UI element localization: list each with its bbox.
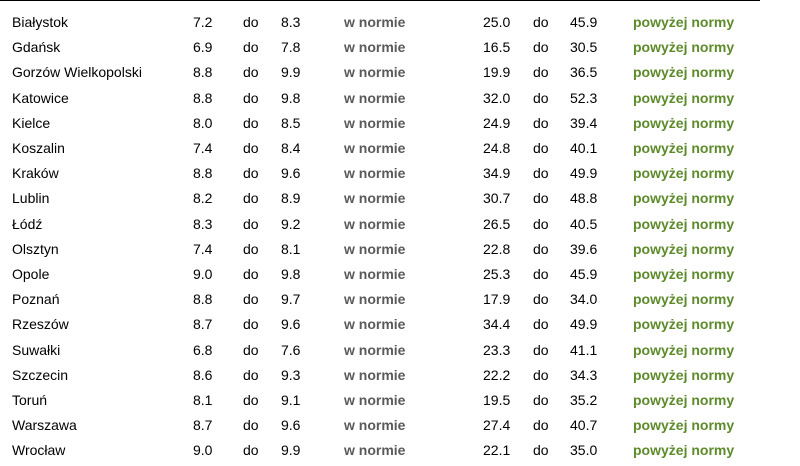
cell-tmin: 8.1 xyxy=(193,392,213,408)
cell-tdo: do xyxy=(243,240,259,257)
cell-city: Warszawa xyxy=(12,417,77,434)
cell-tfc: w normie xyxy=(344,366,406,383)
cell-tdo: do xyxy=(243,291,259,308)
cell-pmax: 39.4 xyxy=(570,114,598,131)
cell-pdo: do xyxy=(533,341,549,358)
cell-pdo: do xyxy=(533,417,549,434)
cell-city: Wrocław xyxy=(12,442,66,459)
cell-tfc: w normie xyxy=(344,417,406,434)
cell-tfc: w normie xyxy=(344,266,406,282)
cell-pmax: 45.9 xyxy=(570,266,598,282)
cell-pmin: 32.0 xyxy=(483,89,511,106)
cell-tfc: w normie xyxy=(344,240,406,257)
table-row xyxy=(0,89,800,114)
cell-pmin: 17.9 xyxy=(483,291,511,308)
cell-tdo: do xyxy=(243,417,259,434)
cell-tmin: 8.3 xyxy=(193,215,213,232)
cell-city: Szczecin xyxy=(12,366,69,383)
cell-city: Kraków xyxy=(12,165,59,182)
cell-pfc: powyżej normy xyxy=(633,316,735,333)
cell-city: Lublin xyxy=(12,190,50,207)
cell-pfc: powyżej normy xyxy=(633,240,735,257)
cell-pmax: 35.0 xyxy=(570,442,598,459)
cell-pdo: do xyxy=(533,215,549,232)
cell-pmin: 34.4 xyxy=(483,316,511,333)
cell-tmax: 9.2 xyxy=(281,215,301,232)
cell-pfc: powyżej normy xyxy=(633,291,735,308)
cell-city: Łódź xyxy=(12,215,43,232)
cell-pfc: powyżej normy xyxy=(633,165,735,182)
cell-tmax: 9.3 xyxy=(281,366,301,383)
cell-tmin: 8.2 xyxy=(193,190,213,207)
cell-tfc: w normie xyxy=(344,291,406,308)
table-row xyxy=(0,240,800,265)
cell-tdo: do xyxy=(243,64,259,81)
cell-pmin: 23.3 xyxy=(483,341,511,358)
cell-tmax: 8.3 xyxy=(281,14,301,30)
cell-tfc: w normie xyxy=(344,442,406,459)
cell-tdo: do xyxy=(243,190,259,207)
table-header xyxy=(0,0,760,1)
cell-city: Kielce xyxy=(12,114,51,131)
cell-tmin: 7.4 xyxy=(193,240,213,257)
cell-tmin: 7.2 xyxy=(193,14,213,30)
cell-tfc: w normie xyxy=(344,392,406,408)
cell-city: Gorzów Wielkopolski xyxy=(12,64,142,81)
cell-tfc: w normie xyxy=(344,39,406,56)
table-row xyxy=(0,189,800,214)
cell-pdo: do xyxy=(533,240,549,257)
cell-pfc: powyżej normy xyxy=(633,442,735,459)
cell-city: Katowice xyxy=(12,89,69,106)
table-row xyxy=(0,315,800,340)
cell-tmin: 8.7 xyxy=(193,417,213,434)
cell-pmax: 49.9 xyxy=(570,165,598,182)
cell-tdo: do xyxy=(243,114,259,131)
cell-city: Toruń xyxy=(12,392,48,408)
cell-pmax: 34.3 xyxy=(570,366,598,383)
cell-tfc: w normie xyxy=(344,114,406,131)
cell-tdo: do xyxy=(243,442,259,459)
cell-pmax: 40.1 xyxy=(570,140,598,156)
cell-pmax: 41.1 xyxy=(570,341,598,358)
cell-city: Gdańsk xyxy=(12,39,61,56)
cell-tmax: 8.1 xyxy=(281,240,301,257)
cell-pdo: do xyxy=(533,114,549,131)
cell-pdo: do xyxy=(533,14,549,30)
table-row xyxy=(0,391,800,416)
cell-tmin: 8.8 xyxy=(193,291,213,308)
cell-tfc: w normie xyxy=(344,89,406,106)
cell-tfc: w normie xyxy=(344,165,406,182)
cell-pfc: powyżej normy xyxy=(633,417,735,434)
cell-pmin: 34.9 xyxy=(483,165,511,182)
cell-pmax: 40.5 xyxy=(570,215,598,232)
cell-pmin: 26.5 xyxy=(483,215,511,232)
cell-tmax: 9.8 xyxy=(281,266,301,282)
cell-city: Koszalin xyxy=(12,140,65,156)
cell-pmax: 40.7 xyxy=(570,417,598,434)
table-row xyxy=(0,13,800,38)
cell-pmax: 39.6 xyxy=(570,240,598,257)
cell-pfc: powyżej normy xyxy=(633,366,735,383)
cell-tmin: 8.0 xyxy=(193,114,213,131)
cell-pdo: do xyxy=(533,39,549,56)
table-row xyxy=(0,114,800,139)
cell-tmin: 8.8 xyxy=(193,64,213,81)
cell-tdo: do xyxy=(243,165,259,182)
table-row xyxy=(0,366,800,391)
cell-tfc: w normie xyxy=(344,316,406,333)
cell-tmin: 8.8 xyxy=(193,89,213,106)
cell-pmax: 36.5 xyxy=(570,64,598,81)
cell-city: Suwałki xyxy=(12,341,61,358)
table-row xyxy=(0,341,800,366)
cell-tdo: do xyxy=(243,14,259,30)
cell-tfc: w normie xyxy=(344,14,406,30)
cell-pmax: 52.3 xyxy=(570,89,598,106)
cell-pfc: powyżej normy xyxy=(633,14,735,30)
cell-pmax: 30.5 xyxy=(570,39,598,56)
cell-pfc: powyżej normy xyxy=(633,341,735,358)
cell-tmax: 9.6 xyxy=(281,165,301,182)
cell-tfc: w normie xyxy=(344,64,406,81)
cell-tmax: 8.5 xyxy=(281,114,301,131)
cell-city: Poznań xyxy=(12,291,60,308)
cell-city: Opole xyxy=(12,266,50,282)
table-row xyxy=(0,38,800,63)
cell-tmin: 9.0 xyxy=(193,266,213,282)
cell-pdo: do xyxy=(533,165,549,182)
cell-tmax: 7.8 xyxy=(281,39,301,56)
cell-pfc: powyżej normy xyxy=(633,190,735,207)
cell-pdo: do xyxy=(533,190,549,207)
cell-tmax: 9.6 xyxy=(281,316,301,333)
cell-pmin: 22.1 xyxy=(483,442,511,459)
cell-pdo: do xyxy=(533,392,549,408)
cell-tfc: w normie xyxy=(344,341,406,358)
cell-tmin: 8.6 xyxy=(193,366,213,383)
cell-pmin: 30.7 xyxy=(483,190,511,207)
cell-pmin: 24.9 xyxy=(483,114,511,131)
table-row xyxy=(0,215,800,240)
cell-tmax: 7.6 xyxy=(281,341,301,358)
table-row xyxy=(0,139,800,164)
cell-pmax: 34.0 xyxy=(570,291,598,308)
cell-pdo: do xyxy=(533,366,549,383)
cell-tmax: 9.6 xyxy=(281,417,301,434)
cell-pmax: 45.9 xyxy=(570,14,598,30)
cell-tdo: do xyxy=(243,366,259,383)
cell-city: Olsztyn xyxy=(12,240,59,257)
cell-tmin: 8.8 xyxy=(193,165,213,182)
cell-pdo: do xyxy=(533,89,549,106)
cell-tdo: do xyxy=(243,215,259,232)
cell-pfc: powyżej normy xyxy=(633,114,735,131)
table-row xyxy=(0,164,800,189)
cell-tdo: do xyxy=(243,316,259,333)
cell-pdo: do xyxy=(533,64,549,81)
cell-tdo: do xyxy=(243,341,259,358)
cell-pmin: 25.3 xyxy=(483,266,511,282)
table-row xyxy=(0,63,800,88)
cell-pmin: 16.5 xyxy=(483,39,511,56)
cell-tdo: do xyxy=(243,392,259,408)
cell-pfc: powyżej normy xyxy=(633,215,735,232)
cell-pmin: 25.0 xyxy=(483,14,511,30)
cell-tmin: 7.4 xyxy=(193,140,213,156)
cell-tdo: do xyxy=(243,89,259,106)
cell-tdo: do xyxy=(243,266,259,282)
table-row xyxy=(0,416,800,441)
cell-tmax: 9.9 xyxy=(281,64,301,81)
cell-tmax: 9.8 xyxy=(281,89,301,106)
cell-tmin: 6.8 xyxy=(193,341,213,358)
cell-pdo: do xyxy=(533,140,549,156)
cell-tdo: do xyxy=(243,39,259,56)
cell-pmin: 27.4 xyxy=(483,417,511,434)
cell-tfc: w normie xyxy=(344,215,406,232)
cell-tfc: w normie xyxy=(344,190,406,207)
cell-city: Białystok xyxy=(12,14,69,30)
cell-tmin: 6.9 xyxy=(193,39,213,56)
cell-pfc: powyżej normy xyxy=(633,392,735,408)
cell-pdo: do xyxy=(533,442,549,459)
cell-pfc: powyżej normy xyxy=(633,89,735,106)
table-row xyxy=(0,441,800,466)
cell-tfc: w normie xyxy=(344,140,406,156)
cell-pdo: do xyxy=(533,316,549,333)
cell-tmin: 8.7 xyxy=(193,316,213,333)
cell-pmax: 48.8 xyxy=(570,190,598,207)
cell-pmin: 24.8 xyxy=(483,140,511,156)
cell-tmax: 8.4 xyxy=(281,140,301,156)
cell-pmin: 22.8 xyxy=(483,240,511,257)
cell-tmax: 9.1 xyxy=(281,392,301,408)
cell-pmax: 49.9 xyxy=(570,316,598,333)
cell-tmax: 9.7 xyxy=(281,291,301,308)
cell-pfc: powyżej normy xyxy=(633,39,735,56)
cell-pdo: do xyxy=(533,266,549,282)
cell-pdo: do xyxy=(533,291,549,308)
table-row xyxy=(0,290,800,315)
cell-tdo: do xyxy=(243,140,259,156)
table-row xyxy=(0,265,800,290)
cell-tmin: 9.0 xyxy=(193,442,213,459)
cell-tmax: 9.9 xyxy=(281,442,301,459)
cell-pmin: 19.9 xyxy=(483,64,511,81)
cell-pfc: powyżej normy xyxy=(633,140,735,156)
cell-pfc: powyżej normy xyxy=(633,64,735,81)
cell-pmin: 22.2 xyxy=(483,366,511,383)
cell-pmax: 35.2 xyxy=(570,392,598,408)
cell-city: Rzeszów xyxy=(12,316,69,333)
cell-tmax: 8.9 xyxy=(281,190,301,207)
cell-pmin: 19.5 xyxy=(483,392,511,408)
cell-pfc: powyżej normy xyxy=(633,266,735,282)
